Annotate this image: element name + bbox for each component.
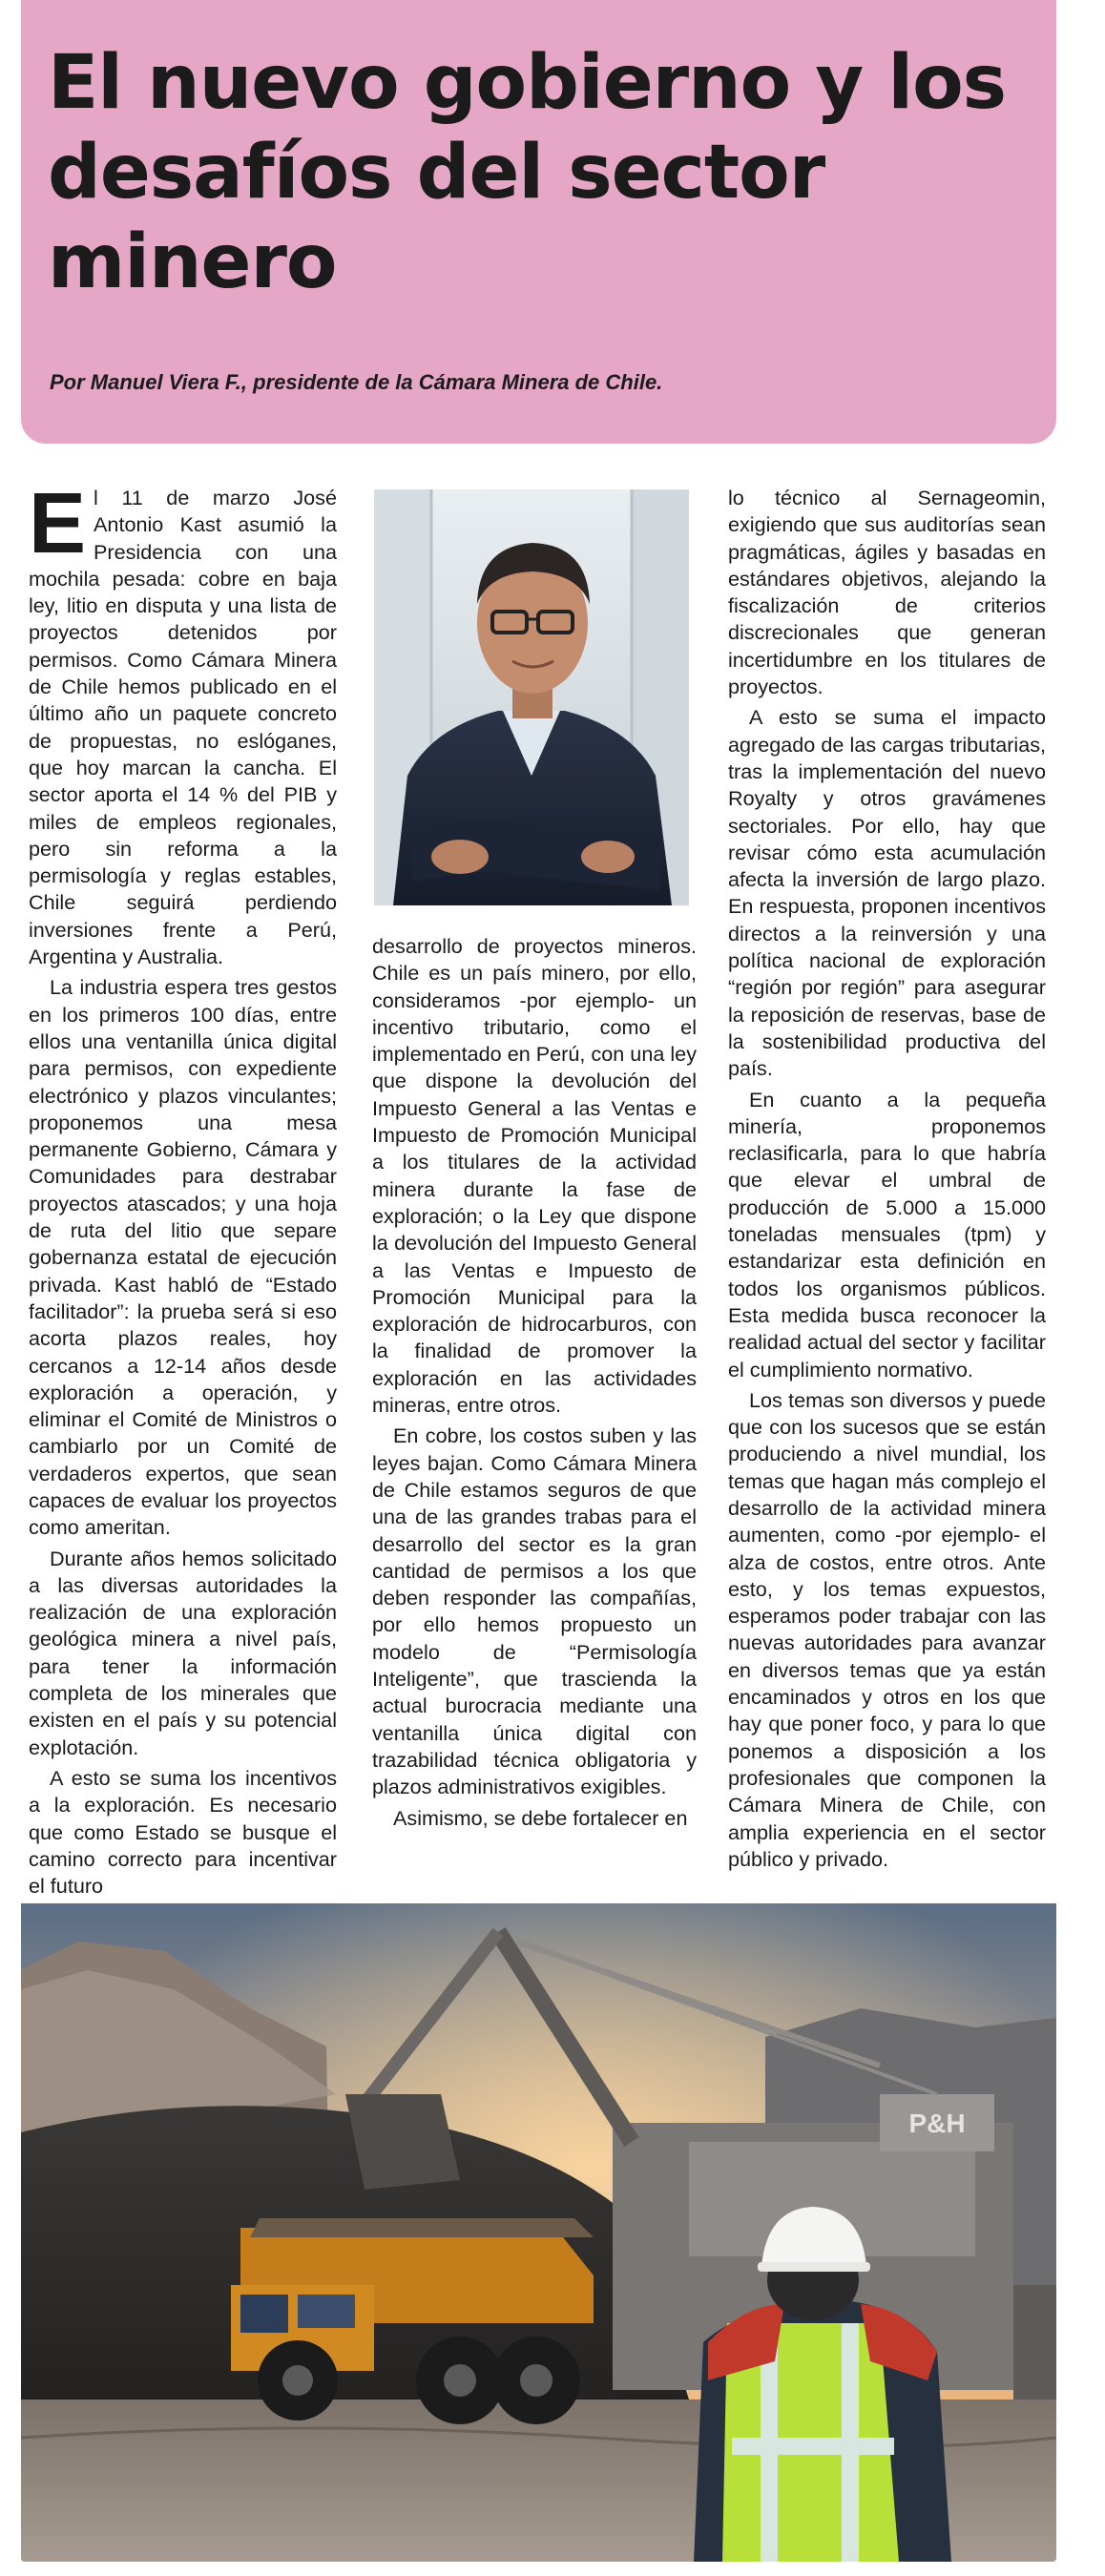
article-column-1 xyxy=(29,476,337,1903)
drop-cap: E xyxy=(29,476,87,571)
paragraph: Durante años hemos solicitado a las diversas autoridades la realización de una exploración geológica minera a nivel país, para tener la información completa de los minerales que existen en el país y su potencial explotación. xyxy=(29,1546,337,1759)
paragraph: Los temas son diversos y puede que con los sucesos que se están produciendo a nivel mundial, los temas que hagan más complejo el desarrollo de la actividad minera aumenten, como -por ejemplo- el alza de costos, entre otros. Ante esto, y los temas expuestos, esperamos poder trabajar con las nuevas autoridades para avanzar en diversos temas que ya están encaminados y otros en los que hay que poner foco, y para lo que ponemos a disposición a los profesionales que componen la Cámara Minera de Chile, con amplia experiencia en el sector público y privado. xyxy=(728,1387,1046,1871)
portrait-illustration xyxy=(374,489,689,905)
article-headline: El nuevo gobierno y los desafíos del sector minero xyxy=(48,40,1007,305)
mining-site-photo xyxy=(21,1903,1056,2562)
shovel-brand-text: P&H xyxy=(908,2109,966,2138)
paragraph: A esto se suma los incentivos a la exploración. Es necesario que como Estado se busque el camino correcto para incentivar el futuro xyxy=(29,1765,337,1899)
paragraph: Asimismo, se debe fortalecer en xyxy=(393,1805,688,1830)
paragraph-text: l 11 de marzo José Antonio Kast asumió la Presidencia con una mochila pesada: cobre en baja ley, litio en disputa y una lista de proyectos detenidos por permisos. Como Cámara Minera de Chile hemos publicado en el último año un paquete concreto de propuestas, no eslóganes, que hoy marcan la cancha. El sector aporta el 14 % del PIB y miles de empleos regionales, pero sin reforma a la permisología y reglas estables, Chile seguirá perdiendo inversiones frente a Perú, Argentina y Australia. xyxy=(29,486,337,969)
paragraph: En cobre, los costos suben y las leyes bajan. Como Cámara Minera de Chile estamos seguros de que una de las grandes trabas para el desarrollo del sector es la gran cantidad de permisos a los que deben responder las compañías, por ello hemos propuesto un modelo de “Permisología Inteligente”, que trascienda la actual burocracia mediante una ventanilla única digital con trazabilidad técnica obligatoria y plazos administrativos exigibles. xyxy=(372,1423,697,1799)
mining-illustration xyxy=(21,1903,1056,2562)
paragraph: La industria espera tres gestos en los primeros 100 días, entre ellos una ventanilla única digital para permisos, con expediente electrónico y plazos vinculantes; proponemos una mesa permanente Gobierno, Cámara y Comunidades para destrabar proyectos atascados; y una hoja de ruta del litio que separe gobernanza estatal de ejecución privada. Kast habló de “Estado facilitador”: la prueba será si eso acorta plazos reales, hoy cercanos a 12-14 años desde exploración a operación, y eliminar el Comité de Ministros o cambiarlo por un Comité de verdaderos expertos, que sean capaces de evaluar los proyectos como ameritan. xyxy=(29,975,337,1540)
article-column-2 xyxy=(372,933,697,1836)
author-portrait-photo xyxy=(374,489,689,905)
paragraph: lo técnico al Sernageomin, exigiendo que sus auditorías sean pragmáticas, ágiles y basadas en estándares objetivos, alejando la fiscalización de criterios discrecionales que generan incertidumbre en los titulares de proyectos. xyxy=(728,486,1046,699)
paragraph: desarrollo de proyectos mineros. Chile es un país minero, por ello, consideramos -por ejemplo- un incentivo tributario, como el implementado en Perú, con una ley que dispone la devolución del Impuesto General a las Ventas e Impuesto de Promoción Municipal a los titulares de la actividad minera durante la fase de exploración; o la Ley que dispone la devolución del Impuesto General a las Ventas e Impuesto de Promoción Municipal para la exploración de hidrocarburos, con la finalidad de promover la exploración en las actividades mineras, entre otros. xyxy=(372,934,697,1418)
paragraph: En cuanto a la pequeña minería, proponemos reclasificarla, para lo que habría que elevar el umbral de producción de 5.000 a 15.000 toneladas mensuales (tpm) y estandarizar esta definición en todos los organismos públicos. Esta medida busca reconocer la realidad actual del sector y facilitar el cumplimiento normativo. xyxy=(728,1087,1046,1381)
article-byline: Por Manuel Viera F., presidente de la Cámara Minera de Chile. xyxy=(50,370,663,394)
paragraph: A esto se suma el impacto agregado de las cargas tributarias, tras la implementación del nuevo Royalty y otros gravámenes sectoriales. Por ello, hay que revisar cómo esta acumulación afecta la inversión de largo plazo. En respuesta, proponen incentivos directos a la reinversión y una política nacional de exploración “región por región” para asegurar la reposición de reservas, base de la sostenibilidad productiva del país. xyxy=(728,705,1046,1081)
article-column-3 xyxy=(728,485,1046,1877)
paragraph xyxy=(29,476,337,970)
